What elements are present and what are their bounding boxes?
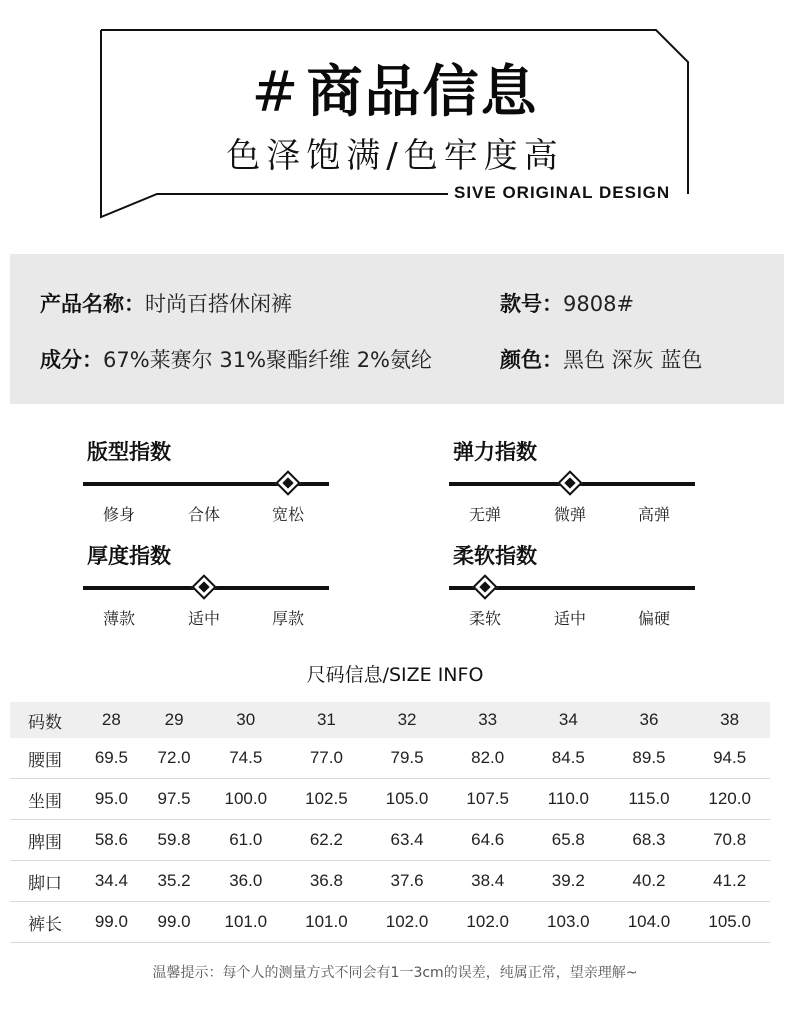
elasticity-index-label: 微弹 — [553, 505, 586, 524]
table-cell: 102.0 — [466, 912, 509, 931]
table-cell: 101.0 — [224, 912, 268, 931]
table-cell: 79.5 — [390, 748, 424, 767]
table-cell: 101.0 — [305, 912, 348, 931]
softness-index-marker-icon — [472, 574, 497, 599]
hash-icon: # — [251, 60, 301, 125]
thickness-index-label: 适中 — [187, 609, 220, 628]
table-cell: 105.0 — [385, 789, 429, 808]
elasticity-index-title: 弹力指数 — [453, 440, 537, 464]
elasticity-index-label: 无弹 — [468, 505, 501, 524]
table-cell: 36.8 — [309, 871, 343, 890]
table-cell: 36.0 — [229, 871, 263, 890]
row-header-cell: 腰围 — [28, 750, 62, 771]
table-cell: 102.5 — [305, 789, 348, 808]
page-subtitle: 色泽饱满/色牢度高 — [226, 136, 564, 176]
table-cell: 74.5 — [229, 748, 263, 767]
brand-text: SIVE ORIGINAL DESIGN — [448, 183, 676, 203]
softness-index — [449, 540, 699, 630]
table-cell: 39.2 — [551, 871, 585, 890]
header-cell: 码数 — [28, 712, 62, 733]
table-row — [10, 861, 770, 902]
table-cell: 37.6 — [390, 871, 424, 890]
header-cell: 33 — [478, 710, 498, 729]
color-value: 黑色 深灰 蓝色 — [563, 348, 703, 372]
softness-index-label: 适中 — [553, 609, 586, 628]
table-cell: 99.0 — [157, 912, 191, 931]
table-cell: 65.8 — [551, 830, 585, 849]
table-cell: 72.0 — [157, 748, 191, 767]
header-banner — [0, 0, 790, 240]
fit-index-title: 版型指数 — [87, 440, 171, 464]
table-cell: 62.2 — [309, 830, 343, 849]
thickness-index-label: 厚款 — [271, 609, 304, 628]
table-cell: 34.4 — [94, 871, 128, 890]
size-table-title: 尺码信息/SIZE INFO — [306, 664, 484, 686]
row-header-cell: 坐围 — [28, 791, 62, 812]
table-cell: 100.0 — [224, 789, 268, 808]
header-cell: 32 — [397, 710, 417, 729]
header-cell: 28 — [101, 710, 121, 729]
product-name-label: 产品名称： — [40, 292, 145, 316]
table-cell: 102.0 — [385, 912, 429, 931]
table-cell: 61.0 — [229, 830, 263, 849]
table-cell: 41.2 — [713, 871, 747, 890]
elasticity-index-label: 高弹 — [637, 505, 670, 524]
table-cell: 103.0 — [547, 912, 590, 931]
style-number-label: 款号： — [500, 292, 563, 316]
table-cell: 115.0 — [628, 789, 670, 808]
table-cell: 69.5 — [94, 748, 128, 767]
header-cell: 29 — [164, 710, 184, 729]
header-cell: 31 — [316, 710, 336, 729]
softness-index-label: 偏硬 — [637, 609, 670, 628]
table-cell: 95.0 — [94, 789, 128, 808]
table-cell: 77.0 — [309, 748, 343, 767]
header-cell: 36 — [639, 710, 659, 729]
table-cell: 35.2 — [157, 871, 191, 890]
fit-index — [83, 436, 333, 526]
table-cell: 110.0 — [547, 789, 589, 808]
elasticity-index — [449, 436, 699, 526]
table-cell: 82.0 — [471, 748, 505, 767]
size-table — [10, 702, 770, 943]
table-cell: 104.0 — [627, 912, 671, 931]
style-number-row — [500, 288, 634, 318]
table-cell: 99.0 — [94, 912, 128, 931]
row-header-cell: 裤长 — [28, 914, 62, 935]
thickness-index-marker-icon — [191, 574, 216, 599]
table-cell: 105.0 — [708, 912, 751, 931]
table-cell: 68.3 — [632, 830, 666, 849]
row-header-cell: 脚口 — [28, 873, 62, 894]
product-info-panel — [10, 254, 784, 404]
product-name-row — [40, 288, 292, 318]
header-cell: 30 — [236, 710, 256, 729]
measurement-note: 温馨提示：每个人的测量方式不同会有1一3cm的误差，纯属正常，望亲理解~ — [152, 965, 638, 981]
table-cell: 84.5 — [551, 748, 585, 767]
product-name-value: 时尚百搭休闲裤 — [145, 292, 292, 316]
table-cell: 70.8 — [713, 830, 747, 849]
material-label: 成分： — [40, 348, 103, 372]
table-cell: 64.6 — [471, 830, 505, 849]
size-table-header-row — [10, 702, 770, 738]
table-row — [10, 902, 770, 943]
table-cell: 63.4 — [390, 830, 424, 849]
fit-index-label: 修身 — [102, 505, 135, 524]
style-number-value: 9808# — [563, 292, 635, 316]
table-cell: 94.5 — [713, 748, 747, 767]
table-cell: 59.8 — [157, 830, 191, 849]
table-cell: 97.5 — [157, 789, 191, 808]
fit-index-marker-icon — [275, 470, 300, 495]
color-label: 颜色： — [500, 348, 563, 372]
title-text: 商品信息 — [306, 60, 539, 125]
material-value: 67%莱赛尔 31%聚酯纤维 2%氨纶 — [103, 348, 433, 372]
page-title — [0, 48, 790, 128]
thickness-index-title: 厚度指数 — [87, 544, 171, 568]
table-cell: 107.5 — [466, 789, 509, 808]
table-cell: 58.6 — [94, 830, 128, 849]
table-cell: 40.2 — [632, 871, 666, 890]
table-cell: 120.0 — [708, 789, 751, 808]
table-cell: 89.5 — [632, 748, 666, 767]
material-row — [40, 344, 432, 374]
thickness-index-label: 薄款 — [102, 609, 135, 628]
softness-index-title: 柔软指数 — [453, 544, 537, 568]
color-row — [500, 344, 702, 374]
table-row — [10, 738, 770, 779]
elasticity-index-marker-icon — [557, 470, 582, 495]
fit-index-label: 合体 — [187, 505, 220, 524]
table-cell: 38.4 — [471, 871, 505, 890]
header-cell: 34 — [558, 710, 578, 729]
softness-index-label: 柔软 — [468, 609, 501, 628]
row-header-cell: 脾围 — [28, 832, 62, 853]
header-cell: 38 — [720, 710, 740, 729]
table-row — [10, 820, 770, 861]
thickness-index — [83, 540, 333, 630]
fit-index-label: 宽松 — [271, 505, 304, 524]
table-row — [10, 779, 770, 820]
